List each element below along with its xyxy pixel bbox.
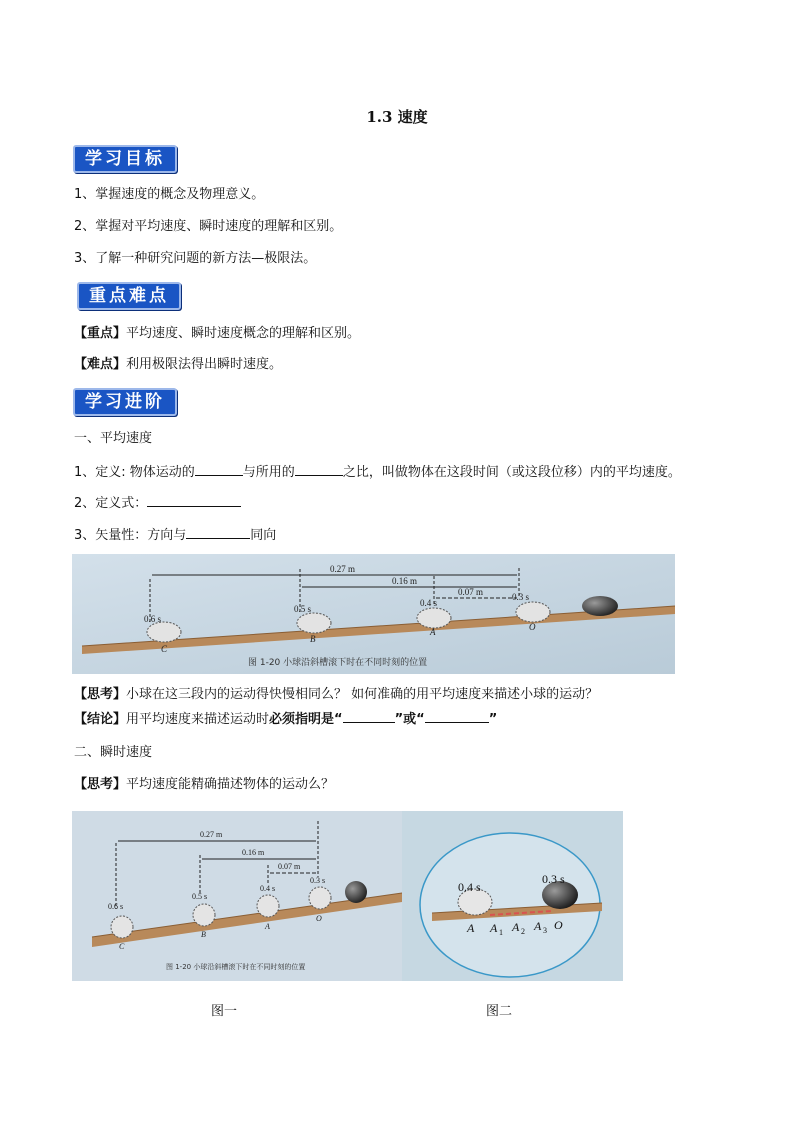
ramp-illustration-small: [72, 811, 402, 981]
figure-one-photo: [72, 811, 402, 981]
key-label: 【重点】: [74, 326, 127, 341]
time-label: 0.3 s: [542, 872, 565, 886]
think-label: 【思考】: [74, 687, 127, 702]
figure-photo-ramp: [72, 554, 675, 674]
point-label: A: [265, 922, 270, 931]
time-label: 0.4 s: [420, 598, 438, 608]
time-label: 0.4 s: [260, 884, 276, 893]
fill-blank: [195, 463, 243, 476]
point-label: A: [467, 921, 475, 935]
think-text: 平均速度能精确描述物体的运动么？: [126, 777, 335, 792]
ball-ghost: [516, 602, 550, 622]
key-text: 平均速度、瞬时速度概念的理解和区别。: [126, 326, 361, 341]
think-text: 小球在这三段内的运动得快慢相同么？ 如何准确的用平均速度来描述小球的运动？: [126, 687, 599, 702]
vector-part: 3、矢量性：方向与: [74, 528, 187, 543]
ball-ghost: [193, 904, 215, 926]
time-label: 0.3 s: [512, 592, 530, 602]
ball-ghost: [147, 622, 181, 642]
quote-mark: ”: [488, 712, 498, 727]
key-point-line: [74, 325, 360, 343]
objectives-banner: 学习目标: [73, 145, 177, 173]
definition-part: 与所用的: [242, 465, 295, 480]
definition-line: [74, 463, 681, 482]
vector-line: [74, 526, 276, 545]
subscript-label: 1: [499, 928, 503, 937]
ball: [345, 881, 367, 903]
fill-blank: [343, 710, 395, 723]
ball-ghost: [297, 613, 331, 633]
time-label: 0.6 s: [108, 902, 124, 911]
ball-ghost: [417, 608, 451, 628]
figure-two-photo: [402, 811, 623, 981]
think-line-2: [74, 776, 334, 794]
think-label: 【思考】: [74, 777, 127, 792]
distance-label: 0.16 m: [242, 848, 265, 857]
fill-blank: [295, 463, 343, 476]
distance-label: 0.27 m: [200, 830, 223, 839]
time-label: 0.6 s: [144, 614, 162, 624]
subscript-label: 2: [521, 927, 525, 936]
difficult-text: 利用极限法得出瞬时速度。: [126, 357, 283, 372]
conclusion-text: 用平均速度来描述运动时: [126, 712, 270, 727]
definition-part: 之比，叫做物体在这段时间（或这段位移）内的平均速度。: [342, 465, 681, 480]
figure-caption: 图 1-20 小球沿斜槽滚下时在不同时刻的位置: [248, 658, 428, 668]
point-label: O: [554, 918, 563, 932]
time-label: 0.4 s: [458, 880, 481, 894]
ball-ghost: [111, 916, 133, 938]
time-label: 0.3 s: [310, 876, 326, 885]
quote-mark: ”或“: [394, 712, 425, 727]
objective-item: 3、了解一种研究问题的新方法—极限法。: [74, 251, 317, 266]
distance-label: 0.07 m: [278, 862, 301, 871]
point-label: B: [201, 930, 206, 939]
formula-line: [74, 494, 241, 513]
distance-label: 0.07 m: [458, 587, 484, 597]
vector-part: 同向: [250, 528, 277, 543]
point-label: A: [430, 627, 436, 637]
fill-blank: [147, 494, 241, 507]
zoom-illustration: [402, 811, 623, 981]
page-title: 1.3 速度: [366, 108, 428, 126]
ball: [582, 596, 618, 616]
point-label: A: [534, 919, 542, 933]
formula-label: 2、定义式：: [74, 496, 148, 511]
time-label: 0.5 s: [294, 604, 312, 614]
time-label: 0.5 s: [192, 892, 208, 901]
difficult-label: 【难点】: [74, 357, 127, 372]
point-label: O: [529, 622, 536, 632]
quote-mark: “: [334, 712, 343, 727]
progress-banner: 学习进阶: [73, 388, 177, 416]
point-label: C: [161, 644, 168, 654]
key-points-banner: 重点难点: [77, 282, 181, 310]
difficult-point-line: [74, 356, 282, 374]
fill-blank: [186, 526, 250, 539]
point-label: C: [119, 942, 125, 951]
subscript-label: 3: [543, 926, 547, 935]
figure-caption: 图 1-20 小球沿斜槽滚下时在不同时刻的位置: [166, 963, 306, 971]
distance-label: 0.16 m: [392, 576, 418, 586]
fill-blank: [425, 710, 489, 723]
figure-one-label: 图一: [211, 1004, 238, 1019]
point-label: B: [310, 634, 316, 644]
objective-item: 2、掌握对平均速度、瞬时速度的理解和区别。: [74, 219, 343, 234]
point-label: A: [490, 921, 498, 935]
section-heading-average: 一、平均速度: [74, 431, 153, 446]
distance-label: 0.27 m: [330, 564, 356, 574]
definition-part: 1、定义: 物体运动的: [74, 465, 195, 480]
conclusion-line: [74, 710, 497, 729]
conclusion-emphasis: 必须指明是: [269, 712, 335, 727]
objective-item: 1、掌握速度的概念及物理意义。: [74, 187, 265, 202]
ramp-illustration: [72, 554, 675, 674]
point-label: A: [512, 920, 520, 934]
figure-two-label: 图二: [486, 1004, 513, 1019]
point-label: O: [316, 914, 322, 923]
ball-ghost: [309, 887, 331, 909]
conclusion-label: 【结论】: [74, 712, 127, 727]
ball-ghost: [257, 895, 279, 917]
section-heading-instant: 二、瞬时速度: [74, 745, 153, 760]
think-line-1: [74, 686, 598, 704]
